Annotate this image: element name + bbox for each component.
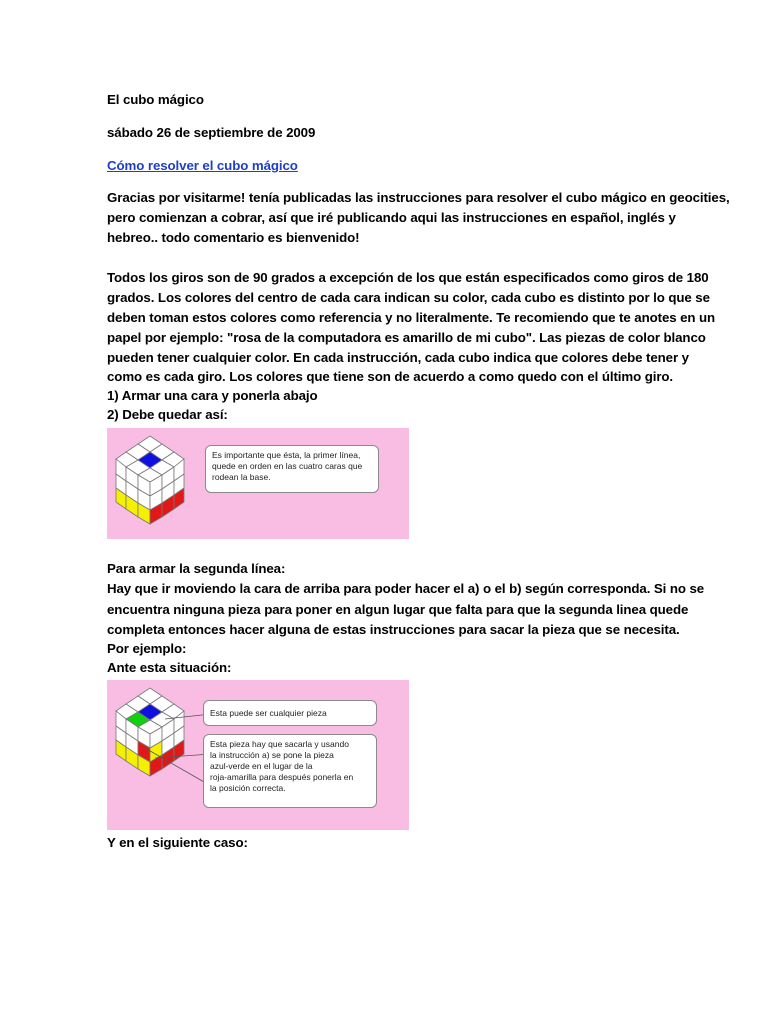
intro-paragraph <box>107 188 730 248</box>
next-case-label: Y en el siguiente caso: <box>107 835 248 850</box>
figure-situation <box>107 680 409 830</box>
post-link-text[interactable]: Cómo resolver el cubo mágico <box>107 158 298 173</box>
callout-line: la instrucción a) se pone la pieza <box>210 750 334 760</box>
rules-paragraph <box>107 268 716 425</box>
callout-line: azul-verde en el lugar de la <box>210 761 313 771</box>
second-line-text: completa entonces hacer alguna de estas instrucciones para sacar la pieza que se necesita. <box>107 622 680 637</box>
post-link[interactable] <box>107 156 298 176</box>
section-heading: Para armar la segunda línea: <box>107 561 286 576</box>
step-1-line: 1) Armar una cara y ponerla abajo <box>107 388 318 403</box>
rules-line: pueden tener cualquier color. En cada instrucción, cada cubo indica que colores debe tener y <box>107 350 689 365</box>
second-line-text: encuentra ninguna pieza para poner en algun lugar que falta para que la segunda linea quede <box>107 602 689 617</box>
second-line-text: Hay que ir moviendo la cara de arriba para poder hacer el a) o el b) según corresponda. Si no se <box>107 581 705 596</box>
cube-illustration-1 <box>115 434 185 529</box>
intro-line: pero comienzan a cobrar, así que iré publicando aqui las instrucciones en español, inglés y <box>107 210 676 225</box>
callout-line: la posición correcta. <box>210 783 286 793</box>
callout-line: Esta pieza hay que sacarla y usando <box>210 739 349 749</box>
intro-line: hebreo.. todo comentario es bienvenido! <box>107 230 360 245</box>
callout-line: Esta puede ser cualquier pieza <box>210 708 327 718</box>
callout-line: rodean la base. <box>212 472 271 482</box>
rules-line: como es cada giro. Los colores que tiene son de acuerdo a como quedo con el último giro. <box>107 369 674 384</box>
rules-line: Todos los giros son de 90 grados a excepción de los que están especificados como giros de 180 <box>107 270 709 285</box>
callout-line: roja-amarilla para después ponerla en <box>210 772 354 782</box>
situation-label: Ante esta situación: <box>107 660 232 675</box>
rules-line: grados. Los colores del centro de cada cara indican su color, cada cubo es distinto por lo que se <box>107 290 710 305</box>
callout-line: quede en orden en las cuatro caras que <box>212 461 363 471</box>
rules-line: papel por ejemplo: "rosa de la computadora es amarillo de mi cubo". Las piezas de color blanco <box>107 330 706 345</box>
intro-line: Gracias por visitarme! tenía publicadas las instrucciones para resolver el cubo mágico en geocities, <box>107 190 730 205</box>
document-title: El cubo mágico <box>107 92 204 107</box>
figure-1-callout <box>205 445 379 493</box>
second-line-paragraph <box>107 560 705 678</box>
figure-2-callout-top <box>203 700 377 726</box>
post-date: sábado 26 de septiembre de 2009 <box>107 125 316 140</box>
example-label: Por ejemplo: <box>107 641 187 656</box>
figure-first-line <box>107 428 409 539</box>
rules-line: deben toman estos colores como referencia y no literalmente. Te recomiendo que te anotes en un <box>107 310 716 325</box>
callout-line: Es importante que ésta, la primer línea, <box>212 450 361 460</box>
figure-2-callout-bottom <box>203 734 377 808</box>
step-2-line: 2) Debe quedar así: <box>107 407 228 422</box>
